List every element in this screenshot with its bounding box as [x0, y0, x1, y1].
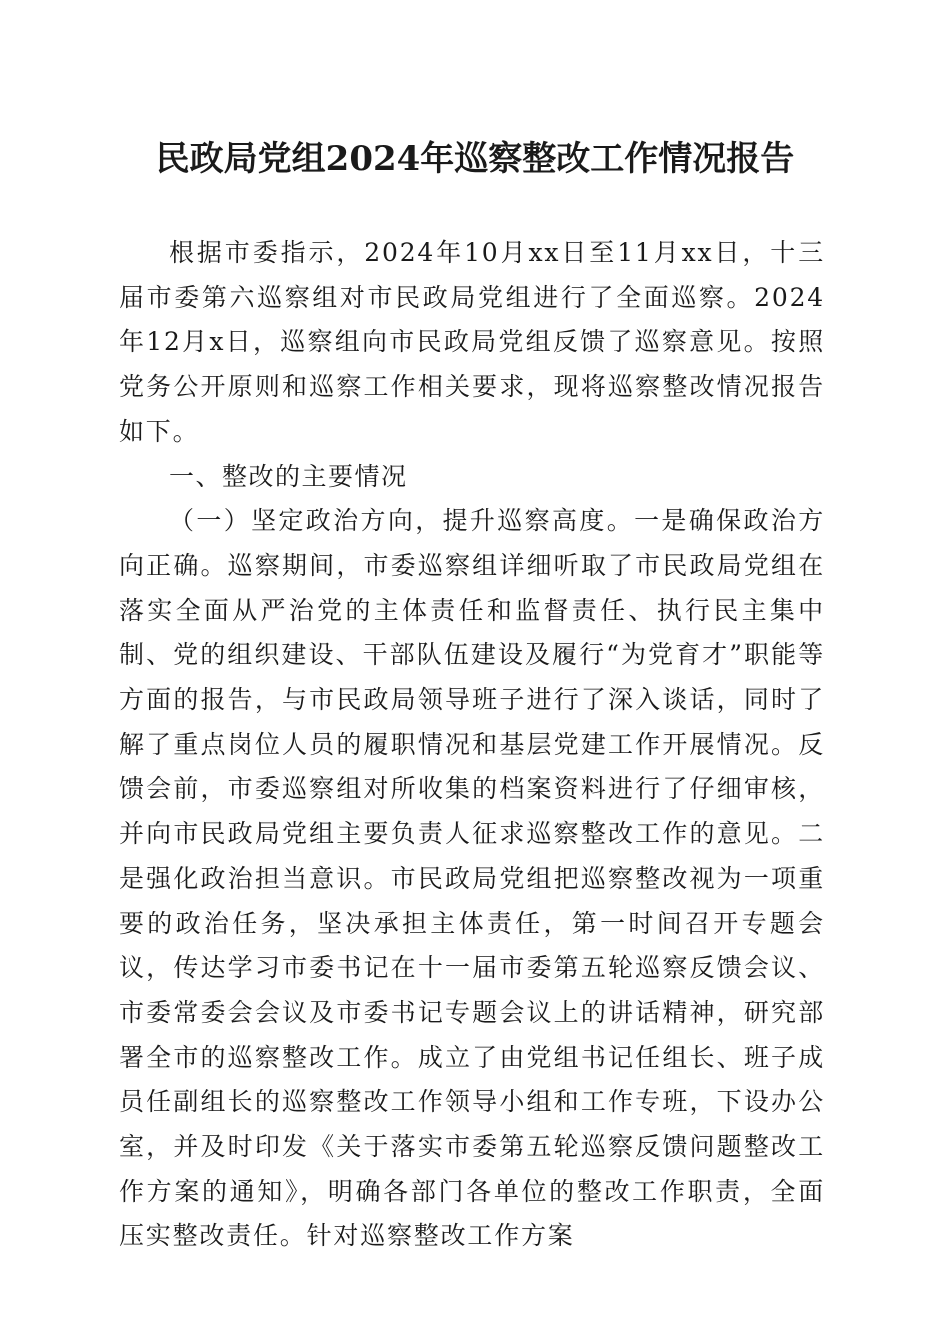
section-heading: 一、整改的主要情况: [169, 461, 408, 491]
document-title: 民政局党组2024年巡察整改工作情况报告: [155, 139, 795, 179]
subsection-body: 一是确保政治方向正确。巡察期间，市委巡察组详细听取了市民政局党组在落实全面从严治党的主体责任和监督责任、执行民主集中制、党的组织建设、干部队伍建设及履行“为党育才”职能等方面的报告，与市民政局领导班子进行了深入谈话，同时了解了重点岗位人员的履职情况和基层党建工作开展情况。反馈会前，市委巡察组对所收集的档案资料进行了仔细审核，并向市民政局党组主要负责人征求巡察整改工作的意见。二是强化政治担当意识。市民政局党组把巡察整改视为一项重要的政治任务，坚决承担主体责任，第一时间召开专题会议，传达学习市委书记在十一届市委第五轮巡察反馈会议、市委常委会会议及市委书记专题会议上的讲话精神，研究部署全市的巡察整改工作。成立了由党组书记任组长、班子成员任副组长的巡察整改工作领导小组和工作专班，下设办公室，并及时印发《关于落实市委第五轮巡察反馈问题整改工作方案的通知》，明确各部门各单位的整改工作职责，全面压实整改责任。针对巡察整改工作方案: [119, 506, 825, 1251]
subsection-lead: （一）坚定政治方向，提升巡察高度。: [169, 506, 635, 536]
subsection-paragraph: [119, 499, 825, 1259]
intro-paragraph: 根据市委指示，2024年10月xx日至11月xx日，十三届市委第六巡察组对市民政局党组进行了全面巡察。2024年12月x日，巡察组向市民政局党组反馈了巡察意见。按照党务公开原则和巡察工作相关要求，现将巡察整改情况报告如下。: [119, 238, 825, 446]
document-body: [119, 231, 825, 1259]
